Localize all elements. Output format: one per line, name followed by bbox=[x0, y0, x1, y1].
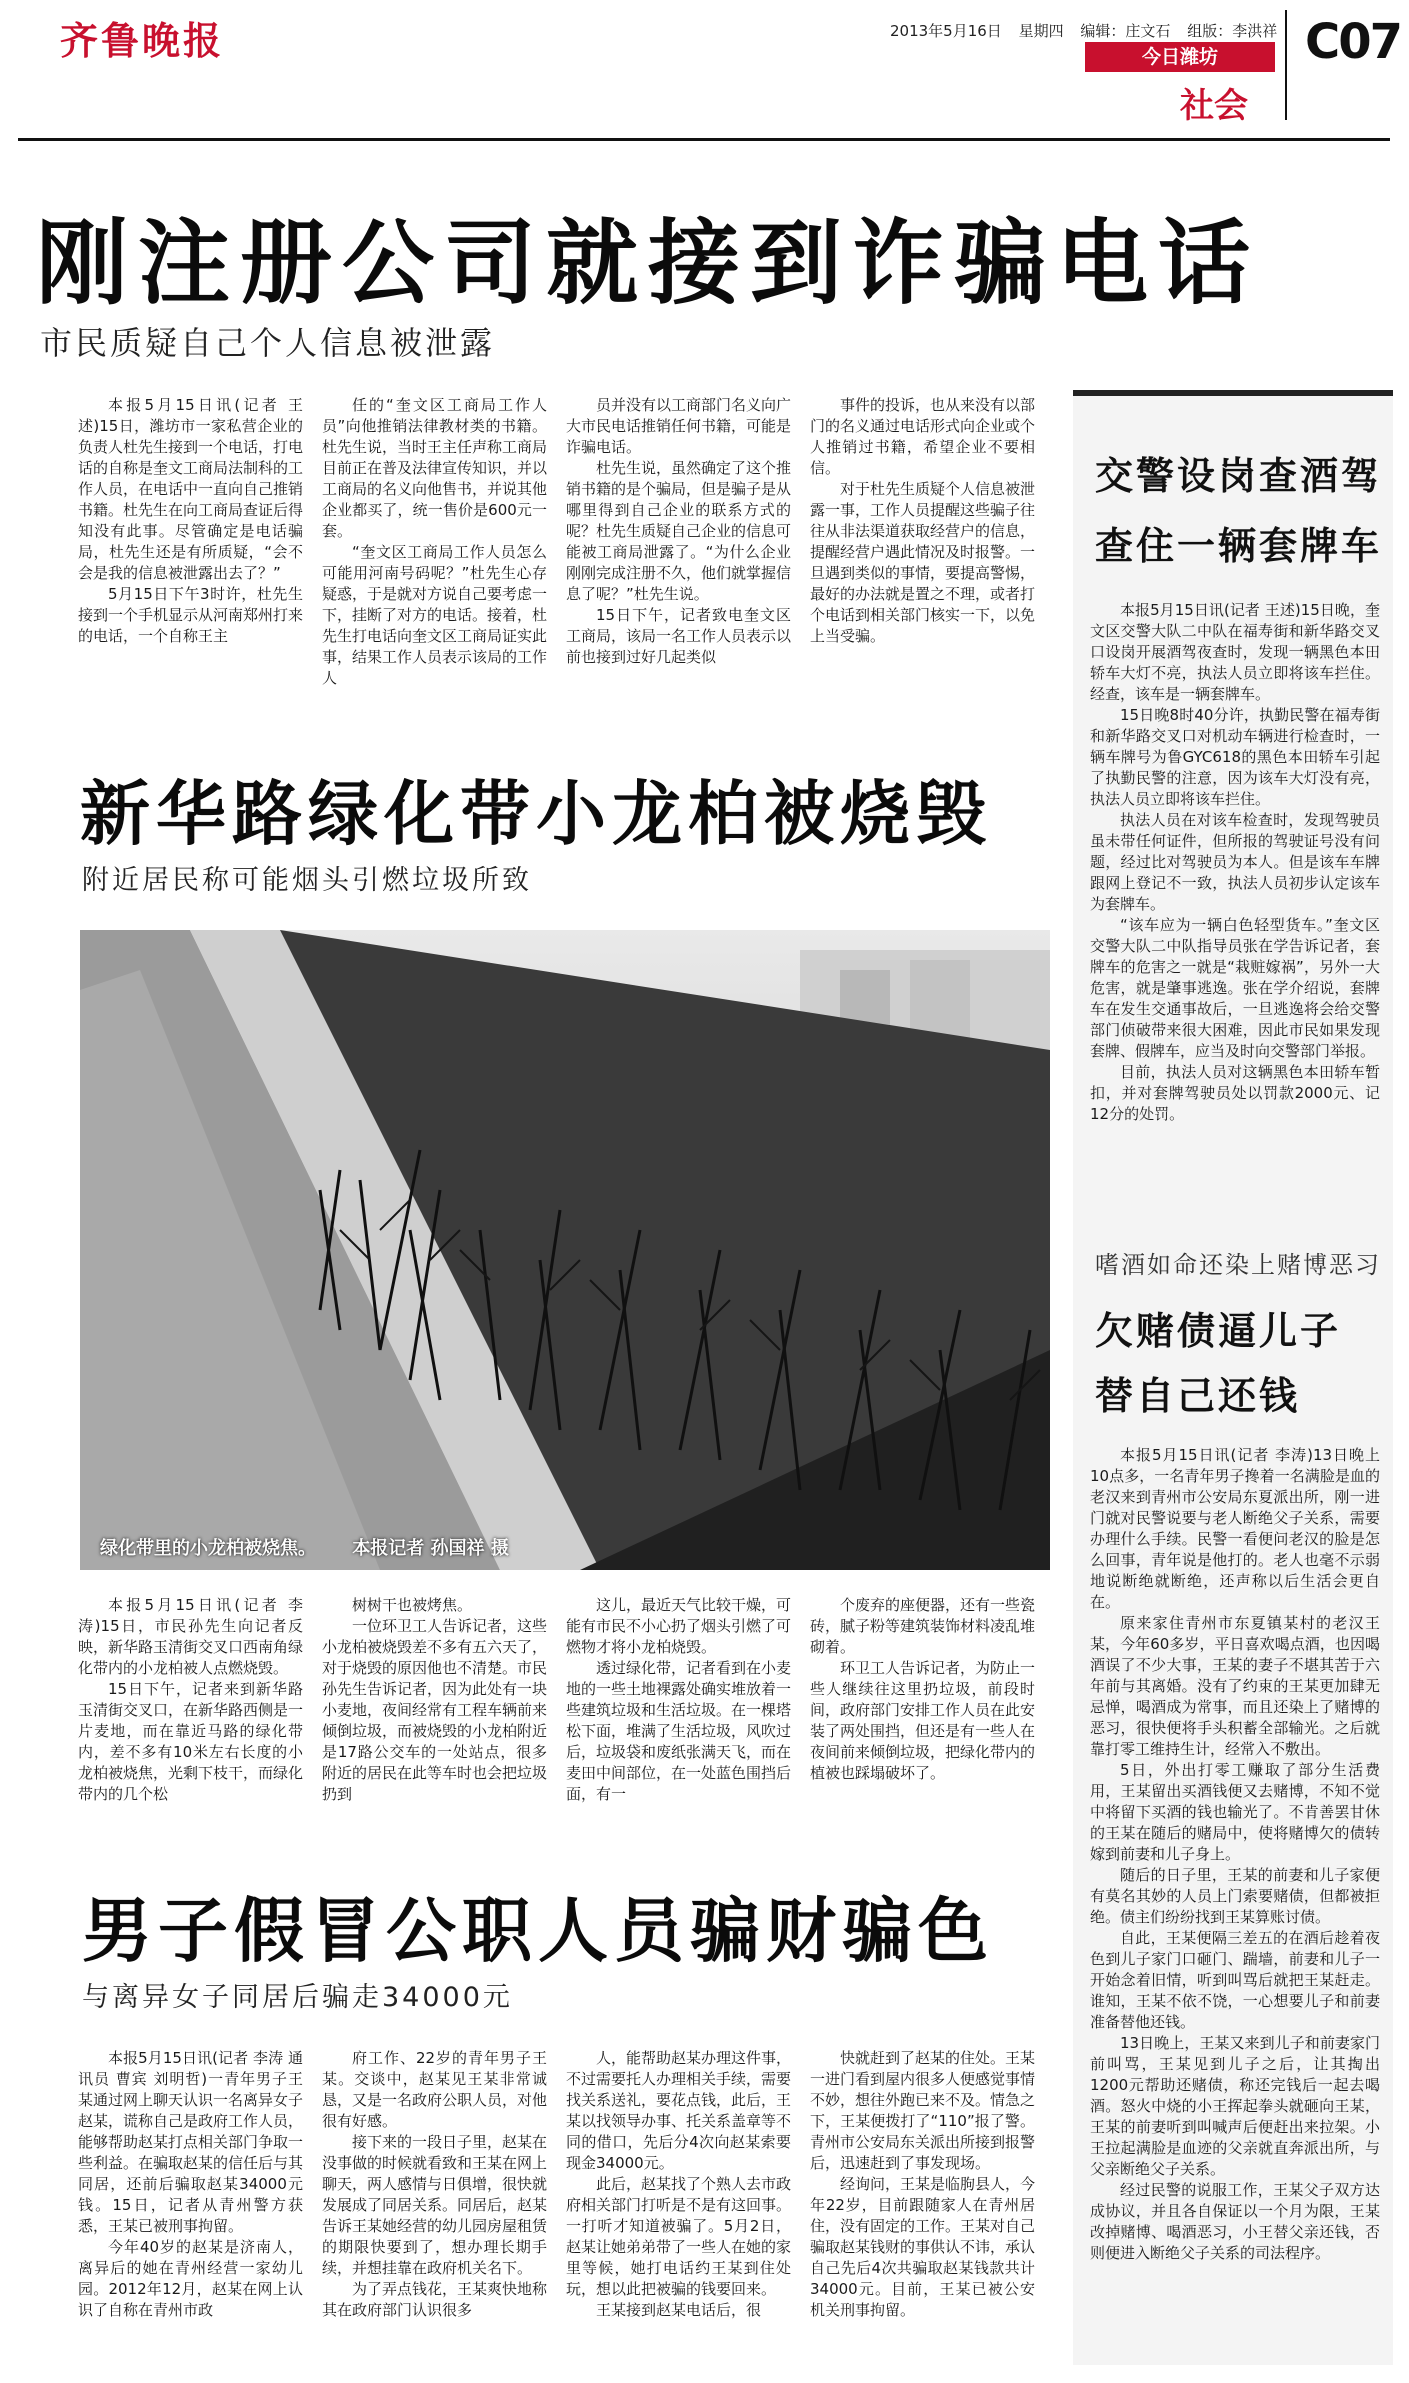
header-rule bbox=[18, 138, 1390, 141]
sidebar1-headline-2: 查住一辆套牌车 bbox=[1095, 524, 1383, 568]
paragraph: 随后的日子里，王某的前妻和儿子家便有莫名其妙的人员上门索要赌债，但都被拒绝。债主们纷纷找到王某算账讨债。 bbox=[1090, 1866, 1380, 1926]
paragraph: 5日，外出打零工赚取了部分生活费用，王某留出买酒钱便又去赌博，不知不觉中将留下买酒的钱也输光了。不肯善罢甘休的王某在随后的赌局中，使将赌博欠的债转嫁到前妻和儿子身上。 bbox=[1090, 1761, 1380, 1863]
paragraph: 本报5月15日讯(记者 李涛 通讯员 曹宾 刘明哲)一青年男子王某通过网上聊天认识一名离异女子赵某，谎称自己是政府工作人员，能够帮助赵某打点相关部门争取一些利益。在骗取赵某的信任后与其同居，还前后骗取赵某34000元钱。15日，记者从青州警方获悉，王某已被刑事拘留。 bbox=[78, 2049, 303, 2235]
page-number: C07 bbox=[1305, 14, 1402, 70]
photo-caption bbox=[100, 1534, 539, 1560]
paragraph: 15日下午，记者致电奎文区工商局，该局一名工作人员表示以前也接到过好几起类似 bbox=[566, 606, 791, 666]
sidebar2-body bbox=[1090, 1445, 1380, 2345]
editor-credit: 编辑：庄文石 bbox=[1080, 22, 1171, 40]
paragraph: 原来家住青州市东夏镇某村的老汉王某，今年60多岁，平日喜欢喝点酒，也因喝酒误了不少大事，王某的妻子不堪其苦于六年前与其离婚。没有了约束的王某更加肆无忌惮，喝酒成为常事，而且还染上了赌博的恶习，很快便将手头积蓄全部输光。之后就靠打零工维持生计，经常入不敷出。 bbox=[1090, 1614, 1380, 1758]
sidebar-top-rule bbox=[1073, 390, 1393, 396]
paragraph: 15日下午，记者来到新华路玉清街交叉口，在新华路西侧是一片麦地，而在靠近马路的绿化带内，差不多有10米左右长度的小龙柏被烧焦，光剩下枝干，而绿化带内的几个松 bbox=[78, 1680, 303, 1803]
sidebar2-headline-1: 欠赌债逼儿子 bbox=[1095, 1309, 1342, 1353]
layout-credit: 组版：李洪祥 bbox=[1187, 22, 1278, 40]
story1-headline: 刚注册公司就接到诈骗电话 bbox=[36, 210, 1261, 317]
paragraph: “该车应为一辆白色轻型货车。”奎文区交警大队二中队指导员张在学告诉记者，套牌车的危害之一就是“栽赃嫁祸”，另外一大危害，就是肇事逃逸。张在学介绍说，套牌车在发生交通事故后，一旦逃逸将会给交警部门侦破带来很大困难，因此市民如果发现套牌、假牌车，应当及时向交警部门举报。 bbox=[1090, 916, 1380, 1060]
paragraph: 对于杜先生质疑个人信息被泄露一事，工作人员提醒这些骗子往往从非法渠道获取经营户的信息，提醒经营户遇此情况及时报警。一旦遇到类似的事情，要提高警惕，最好的办法就是置之不理，或者打个电话到相关部门核实一下，以免上当受骗。 bbox=[810, 480, 1035, 645]
paragraph: 王某接到赵某电话后，很 bbox=[596, 2301, 762, 2319]
story2-column bbox=[322, 1595, 547, 1825]
header-meta bbox=[890, 20, 1289, 41]
issue-weekday: 星期四 bbox=[1018, 22, 1064, 40]
paragraph: 经过民警的说服工作，王某父子双方达成协议，并且各自保证以一个月为限，王某改掉赌博、喝酒恶习，小王替父亲还钱，否则便进入断绝父子关系的司法程序。 bbox=[1090, 2181, 1380, 2262]
news-photo-burned-cypress bbox=[80, 930, 1050, 1570]
paragraph: 13日晚上，王某又来到儿子和前妻家门前叫骂，王某见到儿子之后，让其掏出1200元帮助还赌债，称还完钱后一起去喝酒。怒火中烧的小王挥起拳头就砸向王某，王某的前妻听到叫喊声后便赶出来拉架。小王拉起满脸是血迹的父亲就直奔派出所，与父亲断绝父子关系。 bbox=[1090, 2034, 1380, 2178]
paragraph: 员并没有以工商部门名义向广大市民电话推销任何书籍，可能是诈骗电话。 bbox=[566, 396, 791, 456]
story2-subtitle: 附近居民称可能烟头引燃垃圾所致 bbox=[82, 865, 532, 896]
paragraph: 执法人员在对该车检查时，发现驾驶员虽未带任何证件，但所报的驾驶证号没有问题，经过比对驾驶员为本人。但是该车车牌跟网上登记不一致，执法人员初步认定该车为套牌车。 bbox=[1090, 811, 1380, 913]
paragraph: 自此，王某便隔三差五的在酒后趁着夜色到儿子家门口砸门、踹墙，前妻和儿子一开始念着旧情，听到叫骂后就把王某赶走。谁知，王某不依不饶，一心想要儿子和前妻准备替他还钱。 bbox=[1090, 1929, 1380, 2031]
region-badge: 今日潍坊 bbox=[1085, 42, 1275, 72]
paragraph: 本报5月15日讯(记者 李涛)15日，市民孙先生向记者反映，新华路玉清街交叉口西南角绿化带内的小龙柏被人点燃烧毁。 bbox=[78, 1596, 303, 1677]
paragraph: 本报5月15日讯(记者 李涛)13日晚上10点多，一名青年男子搀着一名满脸是血的老汉来到青州市公安局东夏派出所，刚一进门就对民警说要与老人断绝父子关系，需要办理什么手续。民警一看便问老汉的脸是怎么回事，青年说是他打的。老人也毫不示弱地说断绝就断绝，还声称以后生活会更自在。 bbox=[1090, 1446, 1380, 1611]
story3-headline: 男子假冒公职人员骗财骗色 bbox=[82, 1890, 994, 1972]
story3-column bbox=[78, 2048, 303, 2368]
paragraph: 透过绿化带，记者看到在小麦地的一些土地裸露处确实堆放着一些建筑垃圾和生活垃圾。在一棵塔松下面，堆满了生活垃圾，风吹过后，垃圾袋和废纸张满天飞，而在麦田中间部位，在一处蓝色围挡后面，有一 bbox=[566, 1659, 791, 1803]
story3-subtitle: 与离异女子同居后骗走34000元 bbox=[82, 1982, 513, 2013]
photo-credit: 本报记者 孙国祥 摄 bbox=[352, 1538, 509, 1559]
paragraph: 这儿，最近天气比较干燥，可能有市民不小心扔了烟头引燃了可燃物才将小龙柏烧毁。 bbox=[566, 1596, 791, 1656]
paragraph: 事件的投诉，也从来没有以部门的名义通过电话形式向企业或个人推销过书籍，希望企业不要相信。 bbox=[810, 396, 1035, 477]
paragraph: 此后，赵某找了个熟人去市政府相关部门打听是不是有这回事。一打听才知道被骗了。5月2日，赵某让她弟弟带了一些人在她的家里等候，她打电话约王某到住处玩，想以此把被骗的钱要回来。 bbox=[566, 2175, 791, 2298]
paragraph: 经询问，王某是临朐县人，今年22岁，目前跟随家人在青州居住，没有固定的工作。王某对自己骗取赵某钱财的事供认不讳，承认自己先后4次共骗取赵某钱款共计34000元。目前，王某已被公安机关刑事拘留。 bbox=[810, 2175, 1035, 2319]
section-label: 社会 bbox=[1180, 86, 1248, 126]
story3-column bbox=[810, 2048, 1035, 2368]
story1-column bbox=[78, 395, 303, 695]
story3-column bbox=[566, 2048, 791, 2368]
paragraph: 接下来的一段日子里，赵某在没事做的时候就看致和王某在网上聊天，两人感情与日俱增，很快就发展成了同居关系。同居后，赵某告诉王某她经营的幼儿园房屋租赁的期限快要到了，想办理长期手续，并想挂靠在政府机关名下。 bbox=[322, 2133, 547, 2277]
paragraph: 5月15日下午3时许，杜先生接到一个手机显示从河南郑州打来的电话，一个自称王主 bbox=[78, 585, 303, 645]
masthead-logo: 齐鲁晚报 bbox=[60, 18, 225, 63]
sidebar2-headline-2: 替自己还钱 bbox=[1095, 1374, 1301, 1418]
paragraph: 本报5月15日讯(记者 王述)15日晚，奎文区交警大队二中队在福寿街和新华路交叉口设岗开展酒驾夜查时，发现一辆黑色本田轿车大灯不亮，执法人员立即将该车拦住。经查，该车是一辆套牌车。 bbox=[1090, 601, 1380, 703]
paragraph: 人，能帮助赵某办理这件事，不过需要托人办理相关手续，需要找关系送礼，要花点钱，此后，王某以找领导办事、托关系盖章等不同的借口，先后分4次向赵某索要现金34000元。 bbox=[566, 2049, 791, 2172]
paragraph: 一位环卫工人告诉记者，这些小龙柏被烧毁差不多有五六天了，对于烧毁的原因他也不清楚。市民孙先生告诉记者，因为此处有一块小麦地，夜间经常有工程车辆前来倾倒垃圾，而被烧毁的小龙柏附近是17路公交车的一处站点，很多附近的居民在此等车时也会把垃圾扔到 bbox=[322, 1617, 547, 1803]
story2-column bbox=[566, 1595, 791, 1825]
story1-column bbox=[566, 395, 791, 695]
story1-column bbox=[322, 395, 547, 695]
photo-caption-text: 绿化带里的小龙柏被烧焦。 bbox=[100, 1538, 316, 1559]
sidebar1-headline-1: 交警设岗查酒驾 bbox=[1095, 454, 1383, 498]
paragraph: 个废弃的座便器，还有一些瓷砖，腻子粉等建筑装饰材料凌乱堆砌着。 bbox=[810, 1596, 1035, 1656]
story1-subtitle: 市民质疑自己个人信息被泄露 bbox=[40, 324, 496, 362]
paragraph: 为了弄点钱花，王某爽快地称其在政府部门认识很多 bbox=[322, 2280, 547, 2319]
story2-headline: 新华路绿化带小龙柏被烧毁 bbox=[80, 773, 992, 855]
sidebar2-kicker: 嗜酒如命还染上赌博恶习 bbox=[1095, 1251, 1381, 1279]
paragraph: 环卫工人告诉记者，为防止一些人继续往这里扔垃圾，前段时间，政府部门安排工作人员在此安装了两处围挡，但还是有一些人在夜间前来倾倒垃圾，把绿化带内的植被也踩塌破坏了。 bbox=[810, 1659, 1035, 1782]
issue-date: 2013年5月16日 bbox=[890, 22, 1002, 40]
story2-column bbox=[810, 1595, 1035, 1825]
story2-column bbox=[78, 1595, 303, 1825]
header-divider bbox=[1285, 10, 1287, 120]
paragraph: 杜先生说，虽然确定了这个推销书籍的是个骗局，但是骗子是从哪里得到自己企业的联系方式的呢？杜先生质疑自己企业的信息可能被工商局泄露了。“为什么企业刚刚完成注册不久，他们就掌握信息了呢？”杜先生说。 bbox=[566, 459, 791, 603]
paragraph: 今年40岁的赵某是济南人，离异后的她在青州经营一家幼儿园。2012年12月，赵某在网上认识了自称在青州市政 bbox=[78, 2238, 303, 2319]
paragraph: 任的“奎文区工商局工作人员”向他推销法律教材类的书籍。杜先生说，当时王主任声称工商局目前正在普及法律宣传知识，并以工商局的名义向他售书，并说其他企业都买了，统一售价是600元一套。 bbox=[322, 396, 547, 540]
story3-column bbox=[322, 2048, 547, 2368]
paragraph: 本报5月15日讯(记者 王述)15日，潍坊市一家私营企业的负责人杜先生接到一个电话，打电话的自称是奎文工商局法制科的工作人员，在电话中一直向自己推销书籍。杜先生在向工商局查证后得知没有此事。尽管确定是电话骗局，杜先生还是有所质疑，“会不会是我的信息被泄露出去了？” bbox=[78, 396, 303, 582]
story1-column bbox=[810, 395, 1035, 695]
paragraph: “奎文区工商局工作人员怎么可能用河南号码呢？”杜先生心存疑惑，于是就对方说自己要考虑一下，挂断了对方的电话。接着，杜先生打电话向奎文区工商局证实此事，结果工作人员表示该局的工作人 bbox=[322, 543, 547, 687]
paragraph: 府工作、22岁的青年男子王某。交谈中，赵某见王某非常诚恳，又是一名政府公职人员，对他很有好感。 bbox=[322, 2049, 547, 2130]
paragraph: 快就赶到了赵某的住处。王某一进门看到屋内很多人便感觉事情不妙，想往外跑已来不及。情急之下，王某便拨打了“110”报了警。青州市公安局东关派出所接到报警后，迅速赶到了事发现场。 bbox=[810, 2049, 1035, 2172]
paragraph: 目前，执法人员对这辆黑色本田轿车暂扣，并对套牌驾驶员处以罚款2000元、记12分的处罚。 bbox=[1090, 1063, 1380, 1123]
paragraph: 15日晚8时40分许，执勤民警在福寿街和新华路交叉口对机动车辆进行检查时，一辆车牌号为鲁GYC618的黑色本田轿车引起了执勤民警的注意，因为该车大灯没有亮，执法人员立即将该车拦住。 bbox=[1090, 706, 1380, 808]
paragraph: 树树干也被烤焦。 bbox=[352, 1596, 473, 1614]
sidebar1-body bbox=[1090, 600, 1380, 1240]
